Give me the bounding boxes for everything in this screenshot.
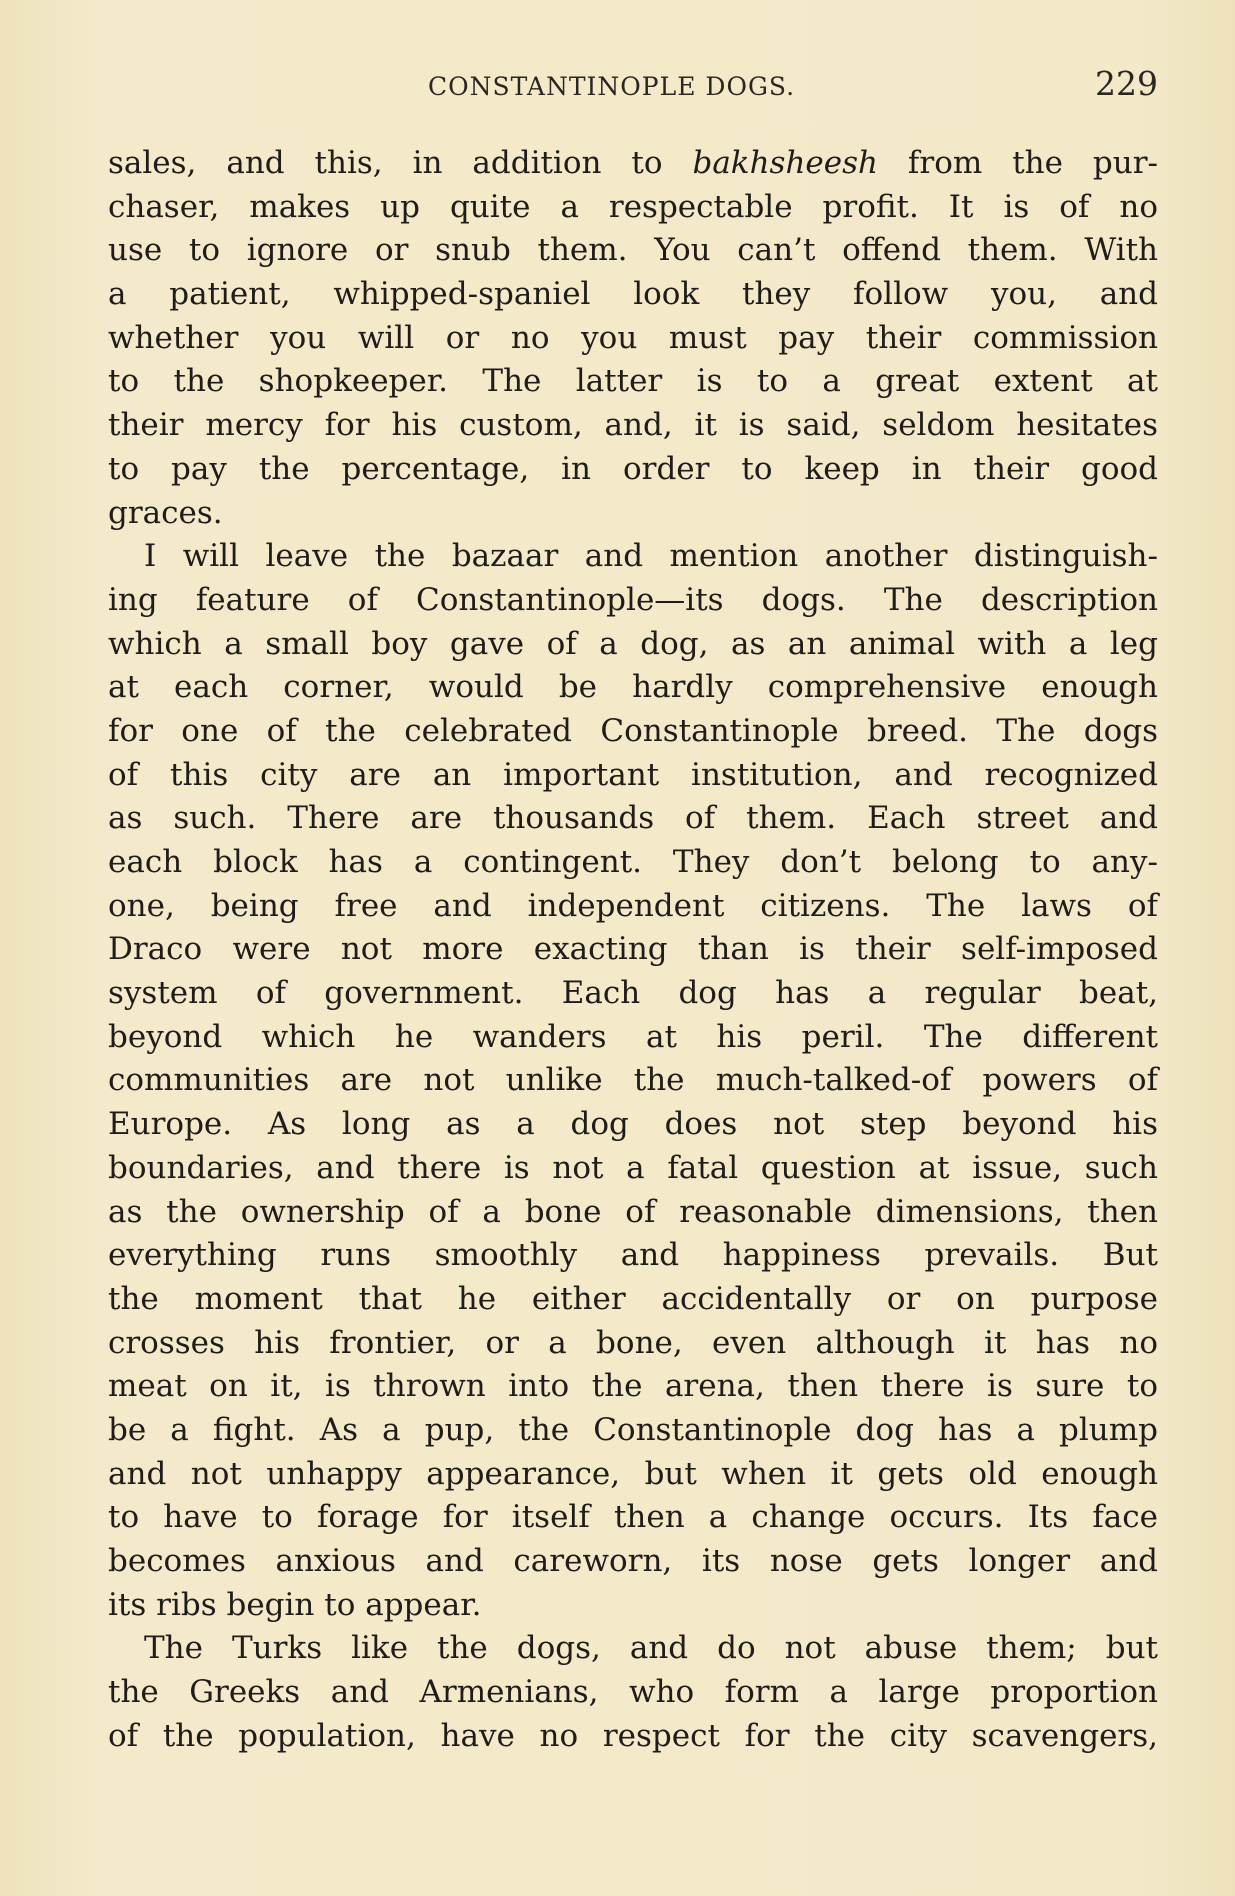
text-line: a patient, whipped-spaniel look they follow you, and	[108, 276, 1158, 313]
text-line: of this city are an important institution, and recognized	[108, 756, 1158, 793]
text-line: graces.	[108, 494, 223, 531]
page-number: 229	[1095, 64, 1158, 103]
text-line: to the shopkeeper. The latter is to a great extent at	[108, 363, 1158, 400]
text-line: the moment that he either accidentally or on purpose	[108, 1280, 1158, 1317]
text-line: each block has a contingent. They don’t belong to any-	[108, 844, 1158, 880]
text-line: communities are not unlike the much-talked-of powers of	[108, 1062, 1158, 1099]
text-line: of the population, have no respect for the city scavengers,	[108, 1717, 1158, 1754]
text-line: meat on it, is thrown into the arena, then there is sure to	[108, 1368, 1158, 1405]
text-line: beyond which he wanders at his peril. The different	[108, 1018, 1158, 1055]
text-line: and not unhappy appearance, but when it gets old enough	[108, 1455, 1158, 1492]
text-line: at each corner, would be hardly comprehensive enough	[108, 669, 1158, 706]
text-line: becomes anxious and careworn, its nose gets longer and	[108, 1543, 1158, 1579]
text-line: use to ignore or snub them. You can’t offend them. With	[108, 232, 1158, 269]
text-line: as the ownership of a bone of reasonable dimensions, then	[108, 1193, 1158, 1230]
text-line: which a small boy gave of a dog, as an animal with a leg	[108, 625, 1158, 662]
text-line: whether you will or no you must pay their commission	[108, 319, 1158, 356]
text-line: to pay the percentage, in order to keep in their good	[108, 450, 1158, 487]
text-line: be a fight. As a pup, the Constantinople dog has a plump	[108, 1411, 1158, 1448]
text-line: for one of the celebrated Constantinople breed. The dogs	[108, 712, 1158, 749]
text-line: system of government. Each dog has a regular beat,	[108, 975, 1158, 1012]
italic-word: bakhsheesh	[692, 145, 878, 181]
text-line: to have to forage for itself then a change occurs. Its face	[108, 1499, 1158, 1536]
text-line: crosses his frontier, or a bone, even although it has no	[108, 1324, 1158, 1361]
running-title: CONSTANTINOPLE DOGS.	[428, 72, 796, 101]
text-line: Europe. As long as a dog does not step beyond his	[108, 1106, 1158, 1143]
text-line: Draco were not more exacting than is their self-imposed	[108, 931, 1158, 968]
text-line: as such. There are thousands of them. Each street and	[108, 800, 1158, 837]
text-line: chaser, makes up quite a respectable profit. It is of no	[108, 188, 1158, 225]
text-line: their mercy for his custom, and, it is said, seldom hesitates	[108, 407, 1158, 444]
page-header	[108, 62, 1158, 112]
text-line: everything runs smoothly and happiness prevails. But	[108, 1237, 1158, 1274]
text-line: one, being free and independent citizens. The laws of	[108, 887, 1158, 924]
paragraph-start-line: The Turks like the dogs, and do not abuse them; but	[144, 1630, 1158, 1667]
text-line: boundaries, and there is not a fatal question at issue, such	[108, 1149, 1158, 1186]
text-line: its ribs begin to appear.	[108, 1586, 482, 1623]
text-line: ing feature of Constantinople—its dogs. The description	[108, 581, 1158, 618]
text-line: sales, and this, in addition to bakhsheesh from the pur-	[108, 145, 1158, 181]
text-line: the Greeks and Armenians, who form a large proportion	[108, 1674, 1158, 1711]
paragraph-start-line: I will leave the bazaar and mention another distinguish-	[144, 538, 1158, 575]
body-text	[108, 142, 1158, 1758]
